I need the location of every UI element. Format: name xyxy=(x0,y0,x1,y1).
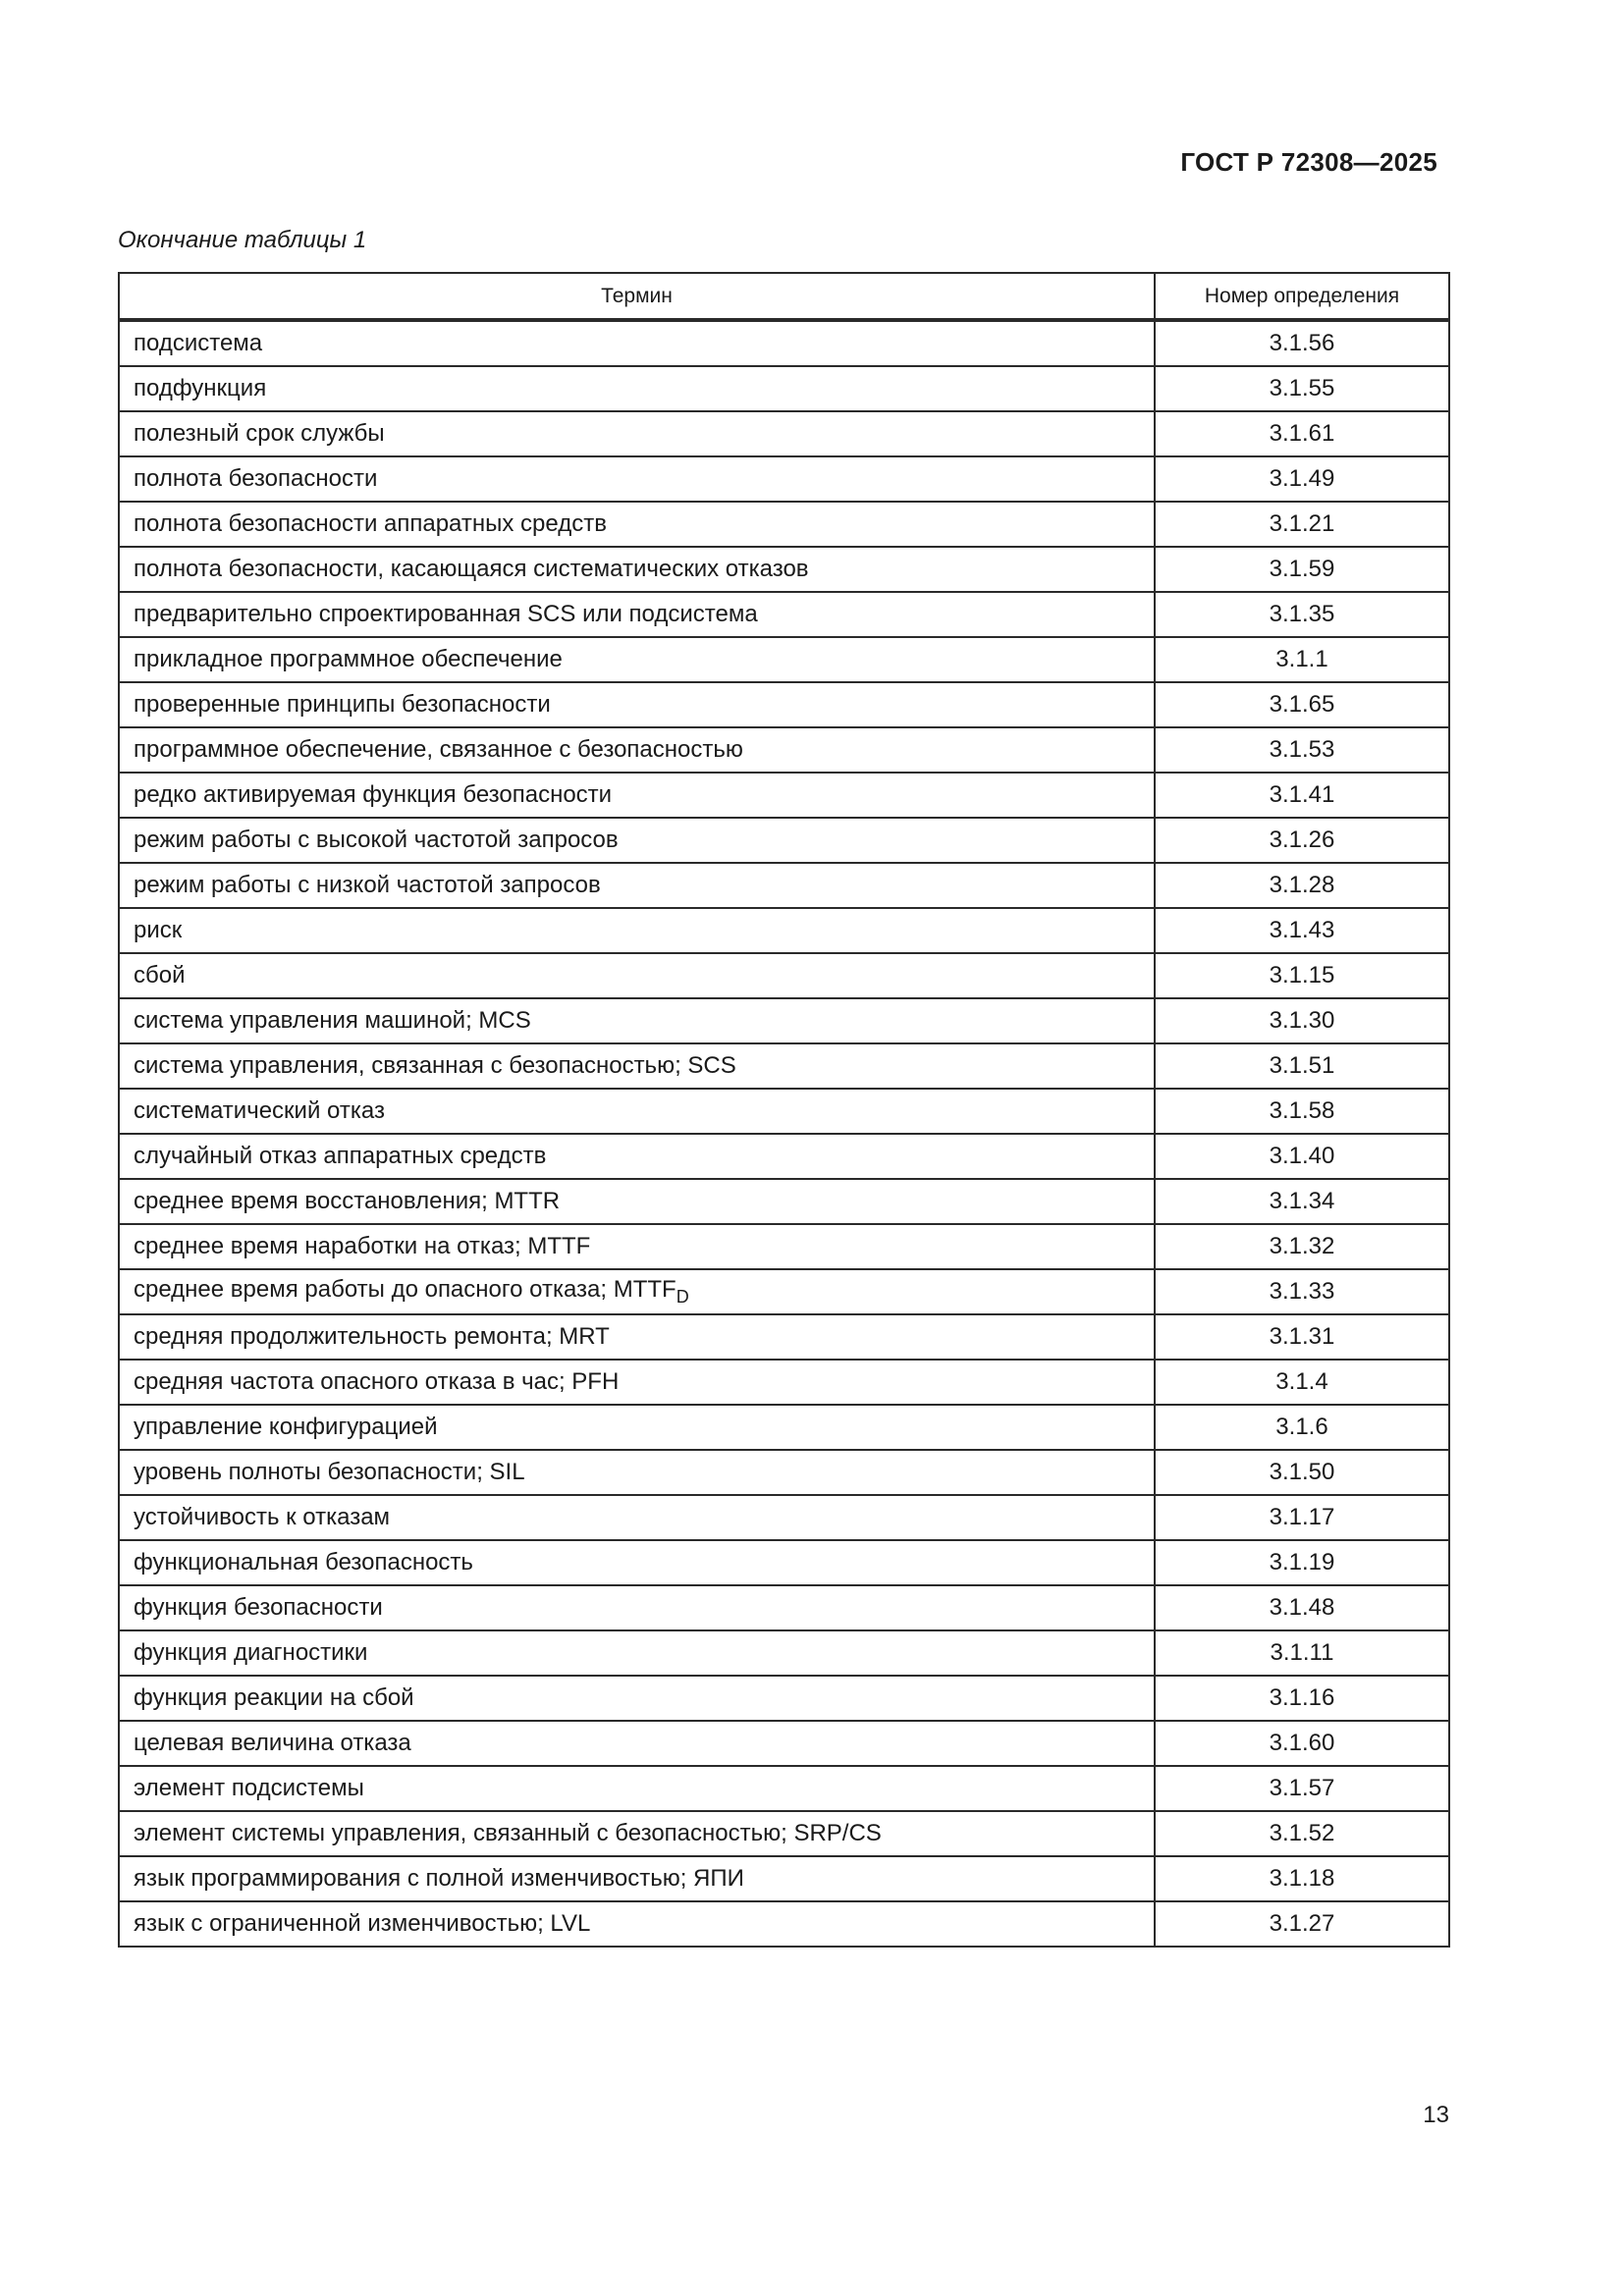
term-text: функция безопасности xyxy=(134,1594,383,1621)
definition-number-cell: 3.1.53 xyxy=(1155,727,1449,773)
term-cell xyxy=(119,1901,1155,1947)
table-row xyxy=(119,1721,1449,1766)
table-row xyxy=(119,1901,1449,1947)
table-row xyxy=(119,773,1449,818)
term-cell xyxy=(119,1134,1155,1179)
table-body xyxy=(119,320,1449,1947)
table-row xyxy=(119,1269,1449,1314)
term-cell xyxy=(119,637,1155,682)
table-row xyxy=(119,1405,1449,1450)
definition-number-cell: 3.1.18 xyxy=(1155,1856,1449,1901)
term-text: прикладное программное обеспечение xyxy=(134,646,563,672)
term-text: среднее время работы до опасного отказа; MTTF xyxy=(134,1276,677,1304)
table-row xyxy=(119,1179,1449,1224)
term-cell xyxy=(119,1721,1155,1766)
table-row xyxy=(119,456,1449,502)
column-header-definition-number: Номер определения xyxy=(1155,273,1449,320)
definition-number-cell: 3.1.32 xyxy=(1155,1224,1449,1269)
term-cell xyxy=(119,1450,1155,1495)
table-row xyxy=(119,1495,1449,1540)
term-text: проверенные принципы безопасности xyxy=(134,691,551,718)
definition-number-cell: 3.1.19 xyxy=(1155,1540,1449,1585)
definition-number-cell: 3.1.34 xyxy=(1155,1179,1449,1224)
page-number: 13 xyxy=(1423,2102,1449,2128)
table-row xyxy=(119,1811,1449,1856)
definition-number-cell: 3.1.4 xyxy=(1155,1360,1449,1405)
term-cell xyxy=(119,1360,1155,1405)
term-text: риск xyxy=(134,917,183,943)
term-text: случайный отказ аппаратных средств xyxy=(134,1143,547,1169)
definition-number-cell: 3.1.33 xyxy=(1155,1269,1449,1314)
term-text: программное обеспечение, связанное с безопасностью xyxy=(134,736,743,763)
definition-number-cell: 3.1.31 xyxy=(1155,1314,1449,1360)
table-row xyxy=(119,818,1449,863)
term-cell xyxy=(119,727,1155,773)
term-text: язык программирования с полной изменчивостью; ЯПИ xyxy=(134,1865,744,1892)
definition-number-cell: 3.1.16 xyxy=(1155,1676,1449,1721)
definition-number-cell: 3.1.11 xyxy=(1155,1630,1449,1676)
term-cell xyxy=(119,1676,1155,1721)
term-cell xyxy=(119,1856,1155,1901)
term-text: управление конфигурацией xyxy=(134,1414,438,1440)
table-row xyxy=(119,1089,1449,1134)
term-text: элемент системы управления, связанный с безопасностью; SRP/CS xyxy=(134,1820,882,1846)
term-cell xyxy=(119,1495,1155,1540)
table-row xyxy=(119,592,1449,637)
definition-number-cell: 3.1.43 xyxy=(1155,908,1449,953)
table-header-row xyxy=(119,273,1449,320)
term-cell xyxy=(119,1585,1155,1630)
term-text: режим работы с высокой частотой запросов xyxy=(134,827,619,853)
term-text: редко активируемая функция безопасности xyxy=(134,781,613,808)
term-cell xyxy=(119,1043,1155,1089)
table-row xyxy=(119,1450,1449,1495)
term-text: средняя продолжительность ремонта; MRT xyxy=(134,1323,610,1350)
term-text: предварительно спроектированная SCS или подсистема xyxy=(134,601,758,627)
term-cell xyxy=(119,592,1155,637)
term-text: полнота безопасности аппаратных средств xyxy=(134,510,607,537)
table-row xyxy=(119,1360,1449,1405)
term-cell xyxy=(119,320,1155,366)
term-cell xyxy=(119,953,1155,998)
term-cell xyxy=(119,1269,1155,1314)
table-row xyxy=(119,863,1449,908)
term-text: уровень полноты безопасности; SIL xyxy=(134,1459,525,1485)
term-text: полнота безопасности xyxy=(134,465,378,492)
term-cell xyxy=(119,1540,1155,1585)
definition-number-cell: 3.1.17 xyxy=(1155,1495,1449,1540)
terms-table xyxy=(118,272,1450,1948)
term-text: полнота безопасности, касающаяся систематических отказов xyxy=(134,556,809,582)
definition-number-cell: 3.1.58 xyxy=(1155,1089,1449,1134)
table-row xyxy=(119,1224,1449,1269)
definition-number-cell: 3.1.1 xyxy=(1155,637,1449,682)
table-row xyxy=(119,411,1449,456)
definition-number-cell: 3.1.28 xyxy=(1155,863,1449,908)
definition-number-cell: 3.1.30 xyxy=(1155,998,1449,1043)
definition-number-cell: 3.1.26 xyxy=(1155,818,1449,863)
term-cell xyxy=(119,1314,1155,1360)
table-row xyxy=(119,1676,1449,1721)
table-row xyxy=(119,320,1449,366)
term-text: средняя частота опасного отказа в час; PFH xyxy=(134,1368,620,1395)
term-text: подсистема xyxy=(134,330,263,356)
document-code: ГОСТ Р 72308—2025 xyxy=(1180,147,1437,177)
table-row xyxy=(119,727,1449,773)
term-cell xyxy=(119,411,1155,456)
definition-number-cell: 3.1.50 xyxy=(1155,1450,1449,1495)
term-text: система управления, связанная с безопасностью; SCS xyxy=(134,1052,736,1079)
term-cell xyxy=(119,366,1155,411)
definition-number-cell: 3.1.51 xyxy=(1155,1043,1449,1089)
term-text: язык с ограниченной изменчивостью; LVL xyxy=(134,1910,591,1937)
term-cell xyxy=(119,1089,1155,1134)
table-row xyxy=(119,502,1449,547)
term-cell xyxy=(119,1224,1155,1269)
table-row xyxy=(119,1766,1449,1811)
term-cell xyxy=(119,502,1155,547)
definition-number-cell: 3.1.60 xyxy=(1155,1721,1449,1766)
term-cell xyxy=(119,456,1155,502)
term-text: устойчивость к отказам xyxy=(134,1504,391,1530)
table-row xyxy=(119,1314,1449,1360)
term-cell xyxy=(119,818,1155,863)
term-cell xyxy=(119,998,1155,1043)
term-text: среднее время восстановления; MTTR xyxy=(134,1188,561,1214)
term-cell xyxy=(119,1179,1155,1224)
table-caption: Окончание таблицы 1 xyxy=(118,227,367,253)
table-row xyxy=(119,998,1449,1043)
definition-number-cell: 3.1.21 xyxy=(1155,502,1449,547)
definition-number-cell: 3.1.57 xyxy=(1155,1766,1449,1811)
table-row xyxy=(119,1585,1449,1630)
term-text: режим работы с низкой частотой запросов xyxy=(134,872,601,898)
column-header-term: Термин xyxy=(119,273,1155,320)
term-text: функция реакции на сбой xyxy=(134,1684,414,1711)
term-cell xyxy=(119,908,1155,953)
term-text: сбой xyxy=(134,962,186,988)
definition-number-cell: 3.1.52 xyxy=(1155,1811,1449,1856)
term-cell xyxy=(119,682,1155,727)
term-cell xyxy=(119,1405,1155,1450)
term-text: функциональная безопасность xyxy=(134,1549,473,1575)
term-text: среднее время наработки на отказ; MTTF xyxy=(134,1233,591,1259)
term-cell xyxy=(119,547,1155,592)
term-text: целевая величина отказа xyxy=(134,1730,411,1756)
table-row xyxy=(119,637,1449,682)
term-text: элемент подсистемы xyxy=(134,1775,364,1801)
term-cell xyxy=(119,1766,1155,1811)
term-cell xyxy=(119,863,1155,908)
term-subscript: D xyxy=(676,1286,689,1307)
definition-number-cell: 3.1.6 xyxy=(1155,1405,1449,1450)
table-row xyxy=(119,1856,1449,1901)
table-row xyxy=(119,1043,1449,1089)
definition-number-cell: 3.1.61 xyxy=(1155,411,1449,456)
definition-number-cell: 3.1.59 xyxy=(1155,547,1449,592)
term-cell xyxy=(119,1811,1155,1856)
table-row xyxy=(119,682,1449,727)
definition-number-cell: 3.1.65 xyxy=(1155,682,1449,727)
table-row xyxy=(119,1540,1449,1585)
definition-number-cell: 3.1.49 xyxy=(1155,456,1449,502)
term-text: подфункция xyxy=(134,375,267,401)
term-text: систематический отказ xyxy=(134,1097,385,1124)
definition-number-cell: 3.1.15 xyxy=(1155,953,1449,998)
table-row xyxy=(119,1134,1449,1179)
table-row xyxy=(119,366,1449,411)
definition-number-cell: 3.1.40 xyxy=(1155,1134,1449,1179)
table-row xyxy=(119,953,1449,998)
term-text: функция диагностики xyxy=(134,1639,368,1666)
definition-number-cell: 3.1.56 xyxy=(1155,320,1449,366)
table-row xyxy=(119,547,1449,592)
definition-number-cell: 3.1.35 xyxy=(1155,592,1449,637)
term-text: полезный срок службы xyxy=(134,420,385,447)
term-cell xyxy=(119,773,1155,818)
definition-number-cell: 3.1.27 xyxy=(1155,1901,1449,1947)
definition-number-cell: 3.1.55 xyxy=(1155,366,1449,411)
definition-number-cell: 3.1.48 xyxy=(1155,1585,1449,1630)
definition-number-cell: 3.1.41 xyxy=(1155,773,1449,818)
term-text: система управления машиной; MCS xyxy=(134,1007,531,1034)
table-row xyxy=(119,908,1449,953)
table-row xyxy=(119,1630,1449,1676)
term-cell xyxy=(119,1630,1155,1676)
